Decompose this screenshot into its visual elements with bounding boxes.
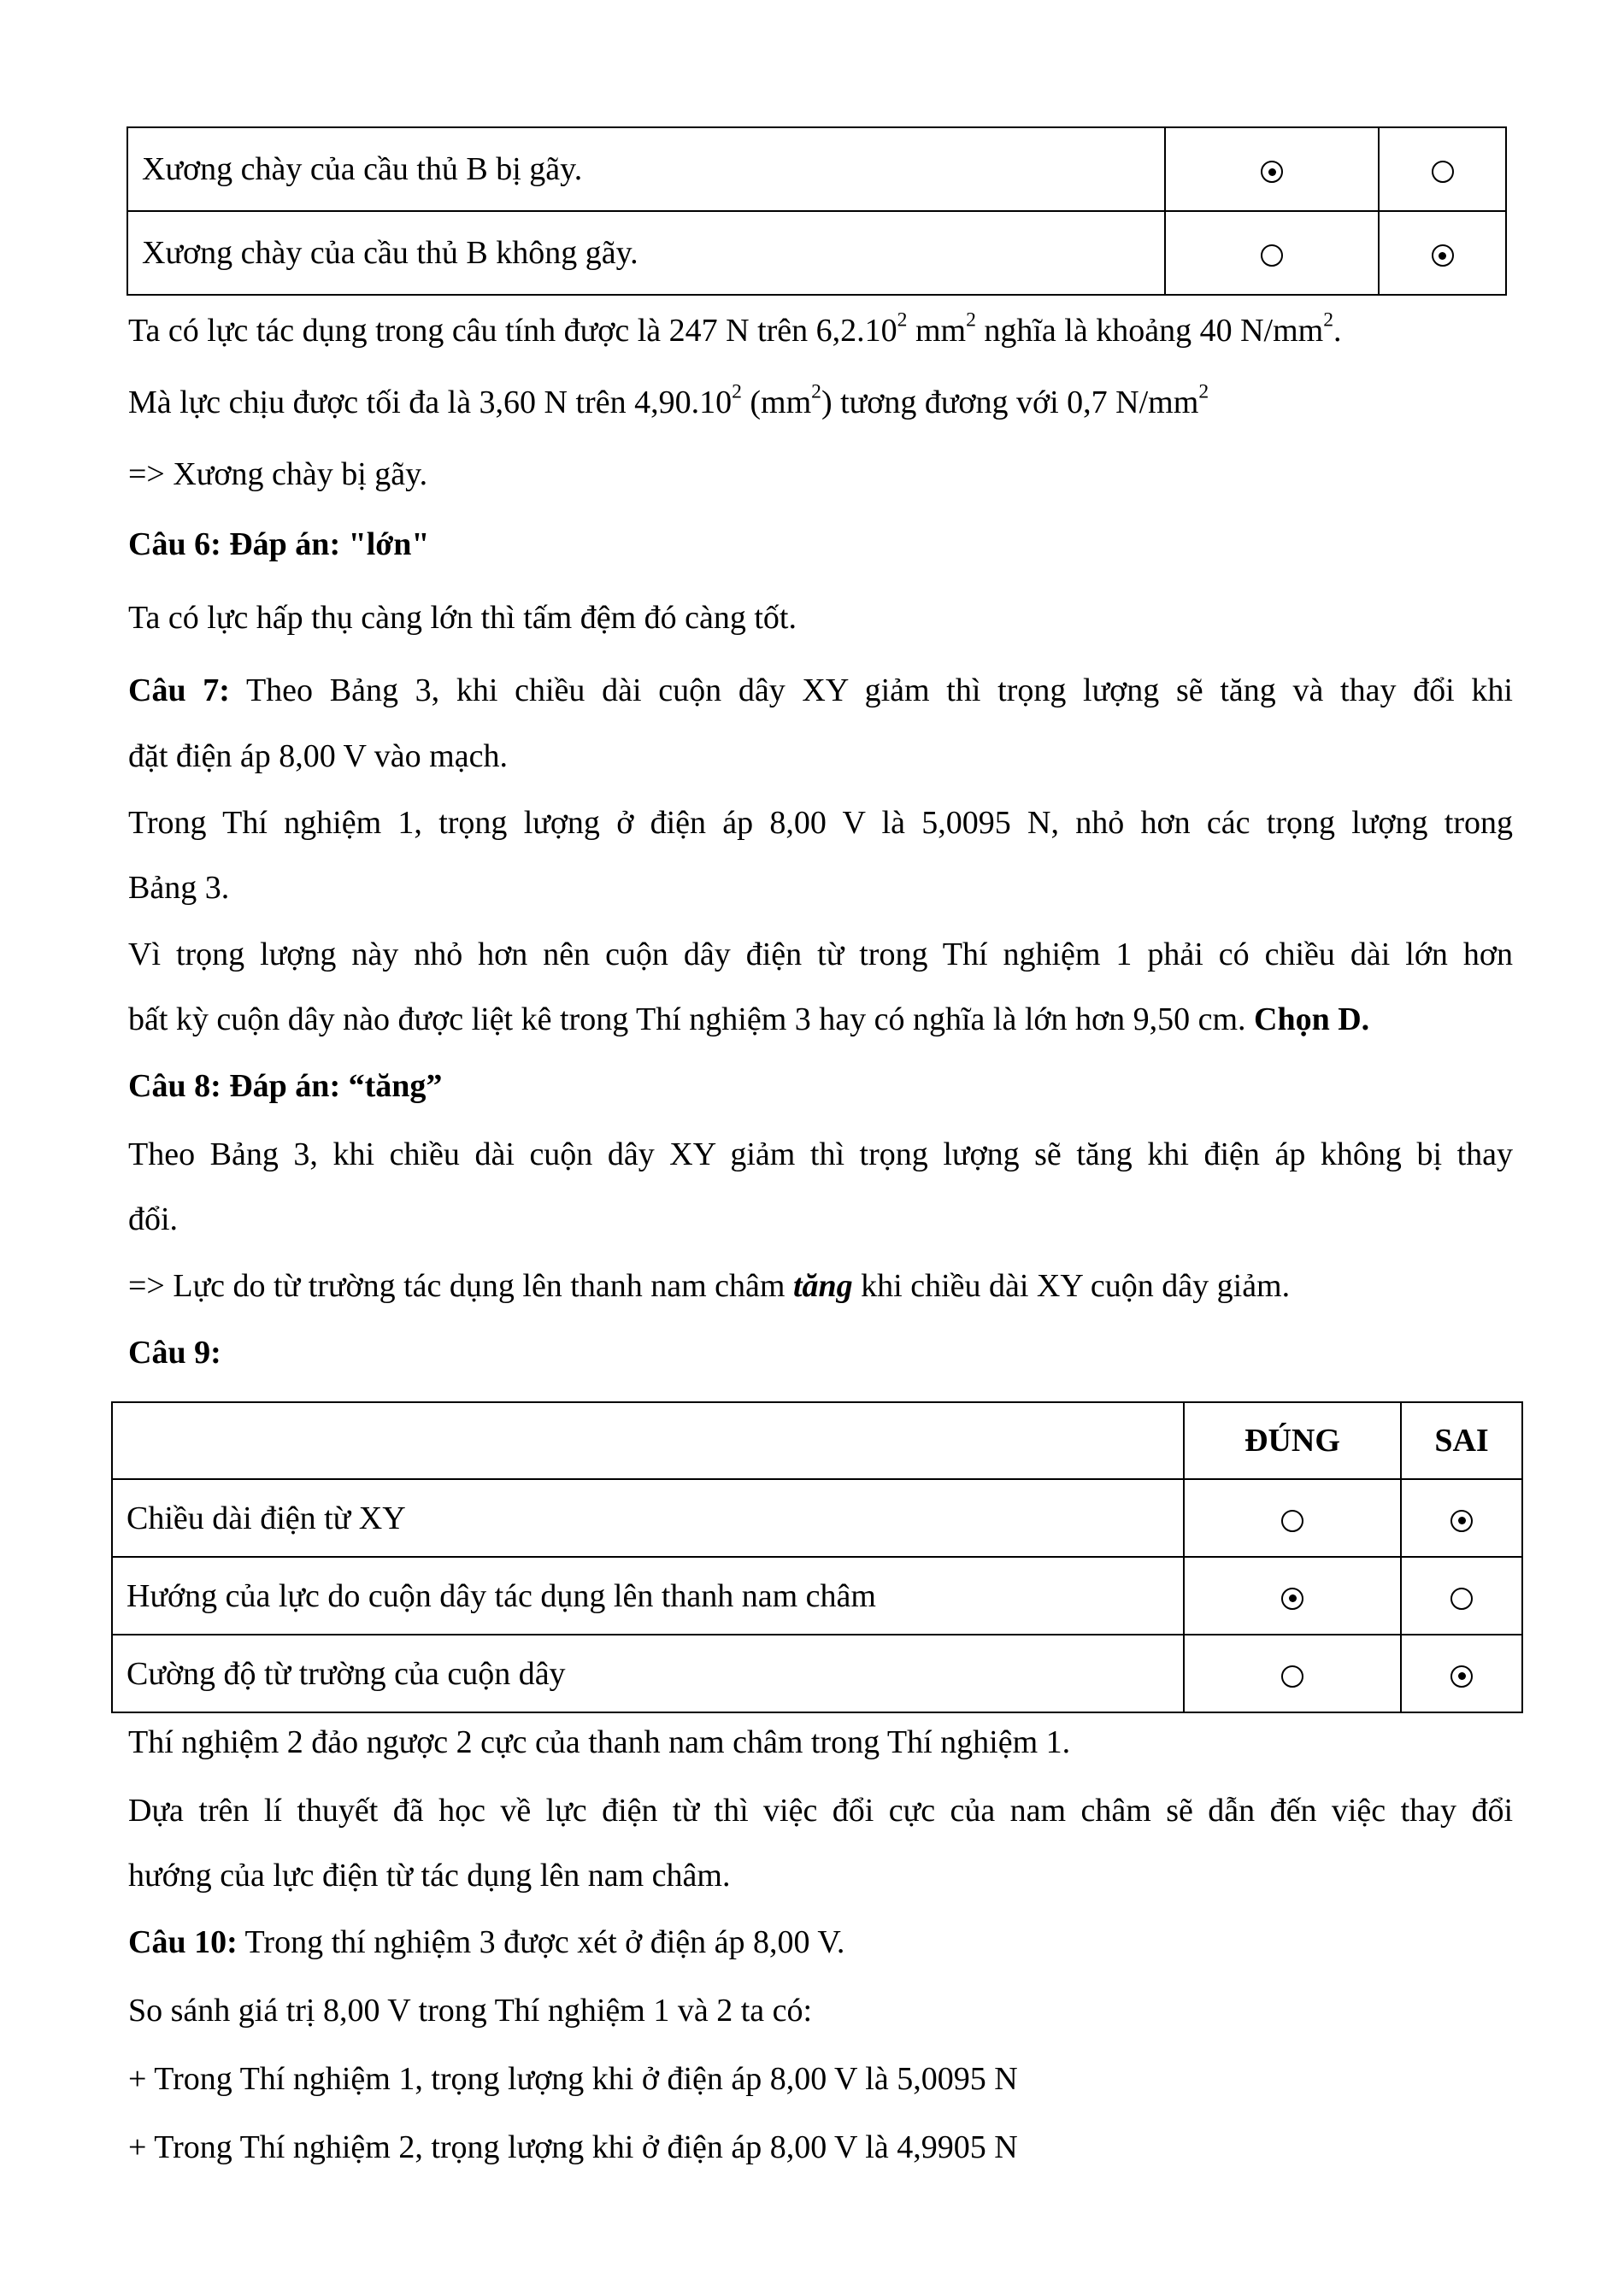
- q8-line-2: đổi.: [128, 1201, 179, 1237]
- q9-line-2: Dựa trên lí thuyết đã học về lực điện từ thì việc đổi cực của nam châm sẽ dẫn đến việc thay đổi: [128, 1793, 1513, 1829]
- table-row: [112, 1479, 1522, 1557]
- row-label: Chiều dài điện từ XY: [112, 1479, 1184, 1557]
- header-blank: [112, 1402, 1184, 1479]
- sai-cell: [1379, 127, 1506, 211]
- radio-dung[interactable]: [1261, 244, 1283, 267]
- dung-cell: [1184, 1635, 1401, 1712]
- q6-text: Ta có lực hấp thụ càng lớn thì tấm đệm đó càng tốt.: [128, 600, 797, 636]
- q6-heading: Câu 6: Đáp án: "lớn": [128, 526, 430, 562]
- row-label: Xương chày của cầu thủ B bị gãy.: [127, 127, 1165, 211]
- q7-line-4: Bảng 3.: [128, 870, 230, 906]
- table-row: [127, 127, 1506, 211]
- q8-line-3: => Lực do từ trường tác dụng lên thanh nam châm tăng khi chiều dài XY cuộn dây giảm.: [128, 1268, 1291, 1304]
- radio-sai[interactable]: [1432, 161, 1454, 183]
- q8-line-1: Theo Bảng 3, khi chiều dài cuộn dây XY giảm thì trọng lượng sẽ tăng khi điện áp không bị thay: [128, 1136, 1513, 1172]
- q7-line-6: bất kỳ cuộn dây nào được liệt kê trong Thí nghiệm 3 hay có nghĩa là lớn hơn 9,50 cm. Chọn D.: [128, 1001, 1370, 1037]
- row-label: Cường độ từ trường của cuộn dây: [112, 1635, 1184, 1712]
- q10-line-3: + Trong Thí nghiệm 1, trọng lượng khi ở điện áp 8,00 V là 5,0095 N: [128, 2061, 1018, 2097]
- paragraph-force: Ta có lực tác dụng trong câu tính được là 247 N trên 6,2.10$^2$ $mm^2$ nghĩa là khoảng 40 $N/mm^2$.: [128, 308, 1342, 349]
- radio-dung[interactable]: [1261, 161, 1283, 183]
- radio-sai[interactable]: [1450, 1588, 1473, 1610]
- sai-cell: [1401, 1479, 1522, 1557]
- answer-table-1: [127, 126, 1507, 296]
- paragraph-max-force: Mà lực chịu được tối đa là 3,60 N trên 4,90.10$^2$ $(mm^2)$ tương đương với 0,7 $N/mm^2$: [128, 380, 1209, 420]
- dung-cell: [1165, 211, 1379, 295]
- q10-line-2: So sánh giá trị 8,00 V trong Thí nghiệm 1 và 2 ta có:: [128, 1993, 813, 2029]
- radio-dung[interactable]: [1281, 1510, 1303, 1532]
- q10-line-4: + Trong Thí nghiệm 2, trọng lượng khi ở điện áp 8,00 V là 4,9905 N: [128, 2129, 1018, 2165]
- table-row: [112, 1635, 1522, 1712]
- row-label: Xương chày của cầu thủ B không gãy.: [127, 211, 1165, 295]
- dung-cell: [1165, 127, 1379, 211]
- table-row: [127, 211, 1506, 295]
- sai-cell: [1401, 1635, 1522, 1712]
- radio-sai[interactable]: [1450, 1665, 1473, 1688]
- header-sai: SAI: [1401, 1402, 1522, 1479]
- radio-dung[interactable]: [1281, 1665, 1303, 1688]
- sai-cell: [1401, 1557, 1522, 1635]
- table-row: [112, 1557, 1522, 1635]
- row-label: Hướng của lực do cuộn dây tác dụng lên thanh nam châm: [112, 1557, 1184, 1635]
- radio-sai[interactable]: [1450, 1510, 1473, 1532]
- q9-line-1: Thí nghiệm 2 đảo ngược 2 cực của thanh nam châm trong Thí nghiệm 1.: [128, 1724, 1071, 1760]
- q8-heading: Câu 8: Đáp án: “tăng”: [128, 1068, 443, 1104]
- q7-line-1: Câu 7: Theo Bảng 3, khi chiều dài cuộn dây XY giảm thì trọng lượng sẽ tăng và thay đổi khi: [128, 672, 1513, 708]
- q7-line-2: đặt điện áp 8,00 V vào mạch.: [128, 738, 508, 774]
- q10-line-1: Câu 10: Trong thí nghiệm 3 được xét ở điện áp 8,00 V.: [128, 1924, 845, 1960]
- answer-table-2: [111, 1401, 1523, 1713]
- header-dung: ĐÚNG: [1184, 1402, 1401, 1479]
- radio-sai[interactable]: [1432, 244, 1454, 267]
- q7-line-5: Vì trọng lượng này nhỏ hơn nên cuộn dây điện từ trong Thí nghiệm 1 phải có chiều dài lớn hơn: [128, 937, 1513, 972]
- q7-line-3: Trong Thí nghiệm 1, trọng lượng ở điện áp 8,00 V là 5,0095 N, nhỏ hơn các trọng lượng trong: [128, 805, 1513, 841]
- dung-cell: [1184, 1557, 1401, 1635]
- dung-cell: [1184, 1479, 1401, 1557]
- table-header-row: [112, 1402, 1522, 1479]
- sai-cell: [1379, 211, 1506, 295]
- q9-line-3: hướng của lực điện từ tác dụng lên nam châm.: [128, 1858, 731, 1894]
- q9-heading: Câu 9:: [128, 1335, 221, 1371]
- radio-dung[interactable]: [1281, 1588, 1303, 1610]
- paragraph-conclusion: => Xương chày bị gãy.: [128, 456, 428, 492]
